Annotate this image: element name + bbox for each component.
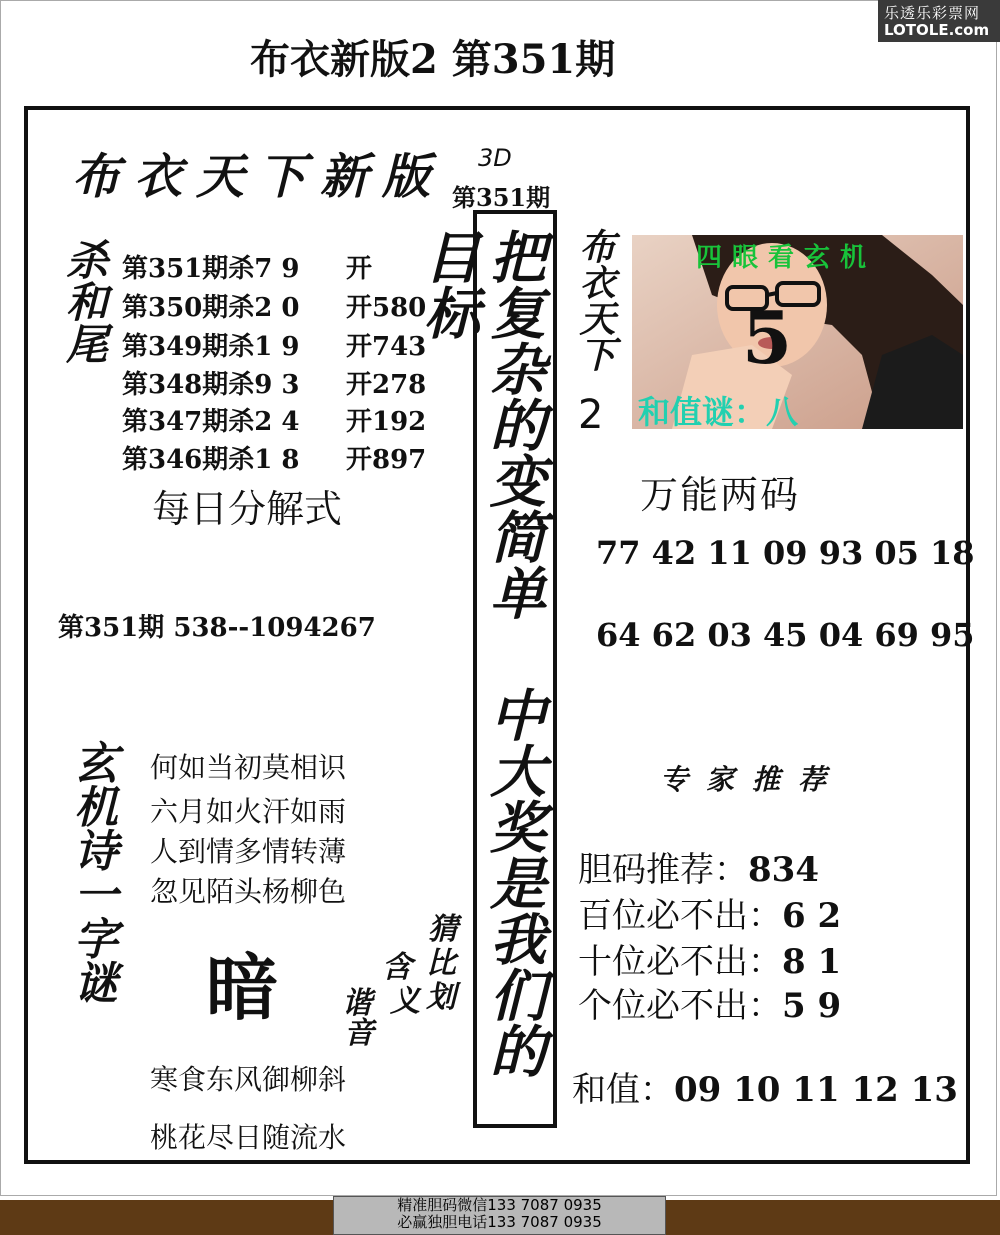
hint-char: 谐 xyxy=(342,986,372,1021)
center-slogan: 把复杂的变简单 中大奖是我们的目标 xyxy=(415,228,547,1078)
kill-row-issue: 第349期杀1 9 xyxy=(122,332,300,362)
label-3d: 3D xyxy=(478,144,512,172)
units-label: 个位必不出： xyxy=(578,986,782,1026)
page-title: 布衣新版2 第351期 xyxy=(250,36,616,83)
kill-row-issue: 第351期杀7 9 xyxy=(122,254,300,284)
kill-row-issue: 第347期杀2 4 xyxy=(122,407,300,437)
photo-riddle: 和值谜：八 xyxy=(638,393,799,429)
footer-contact-box xyxy=(333,1196,666,1235)
expert-title: 专家推荐 xyxy=(660,763,845,796)
sum-values xyxy=(572,1062,958,1111)
units-exclude xyxy=(578,978,841,1027)
kill-row-issue: 第350期杀2 0 xyxy=(122,293,300,323)
tens-value: 8 1 xyxy=(782,942,842,982)
kill-sum-tail-label: 杀和尾 xyxy=(60,238,109,364)
tens-exclude xyxy=(578,934,841,983)
promo-photo xyxy=(632,235,963,429)
poem-line: 何如当初莫相识 xyxy=(150,751,347,784)
hint-char: 猜 xyxy=(428,912,458,947)
wanneng-codes-2: 64 62 03 45 04 69 95 xyxy=(596,616,975,654)
kill-row-open: 开580 xyxy=(346,293,427,323)
kill-row-open: 开897 xyxy=(346,445,427,475)
banner-title: 布衣天下新版 xyxy=(72,149,445,205)
dan-recommend xyxy=(578,842,819,891)
side-brand-label: 布衣天下 xyxy=(574,228,616,372)
photo-caption: 四眼看玄机 xyxy=(696,243,877,273)
side-brand-number: 2 xyxy=(578,392,604,438)
center-slogan-box xyxy=(415,210,557,1128)
banner-issue: 第351期 xyxy=(452,183,551,212)
poem-line: 人到情多情转薄 xyxy=(150,835,347,868)
dan-value: 834 xyxy=(748,850,819,890)
daily-formula-line: 第351期 538--1094267 xyxy=(58,613,376,643)
hundreds-exclude xyxy=(578,888,841,937)
poem-line: 六月如火汗如雨 xyxy=(150,795,347,828)
kill-row-issue: 第348期杀9 3 xyxy=(122,370,300,400)
hint-char: 含 xyxy=(382,950,412,985)
footer-line-2: 必赢独胆电话133 7087 0935 xyxy=(397,1213,602,1231)
kill-row-open: 开192 xyxy=(346,407,427,437)
poem-riddle-label: 玄机诗一字谜 xyxy=(66,740,117,1004)
wanneng-title: 万能两码 xyxy=(640,473,801,517)
hint-char: 比 xyxy=(426,946,456,981)
riddle-hints xyxy=(338,900,468,1051)
hint-char: 音 xyxy=(344,1016,374,1051)
watermark-line-1: 乐透乐彩票网 xyxy=(884,4,981,22)
kill-row-issue: 第346期杀1 8 xyxy=(122,445,300,475)
hundreds-value: 6 2 xyxy=(782,896,842,936)
kill-row-open: 开 xyxy=(346,254,373,284)
tens-label: 十位必不出： xyxy=(578,942,782,982)
watermark-line-2: LOTOLE.com xyxy=(884,21,990,39)
photo-number: 5 xyxy=(742,295,793,380)
kill-row-open: 开743 xyxy=(346,332,427,362)
kill-row-open: 开278 xyxy=(346,370,427,400)
poem-tail-line: 寒食东风御柳斜 xyxy=(150,1063,347,1096)
hundreds-label: 百位必不出： xyxy=(578,896,782,936)
poem-tail-line: 桃花尽日随流水 xyxy=(150,1121,347,1154)
riddle-answer: 暗 xyxy=(206,945,279,1030)
wanneng-codes-1: 77 42 11 09 93 05 18 xyxy=(596,534,975,572)
daily-formula-title: 每日分解式 xyxy=(152,487,343,531)
hint-char: 划 xyxy=(426,980,456,1015)
sum-label: 和值： xyxy=(572,1070,674,1110)
dan-label: 胆码推荐： xyxy=(578,850,748,890)
site-watermark xyxy=(878,0,1000,42)
hint-char: 义 xyxy=(390,984,420,1019)
units-value: 5 9 xyxy=(782,986,842,1026)
poem-line: 忽见陌头杨柳色 xyxy=(150,875,347,908)
sum-numbers: 09 10 11 12 13 xyxy=(674,1070,958,1110)
footer-line-1: 精准胆码微信133 7087 0935 xyxy=(397,1196,602,1214)
